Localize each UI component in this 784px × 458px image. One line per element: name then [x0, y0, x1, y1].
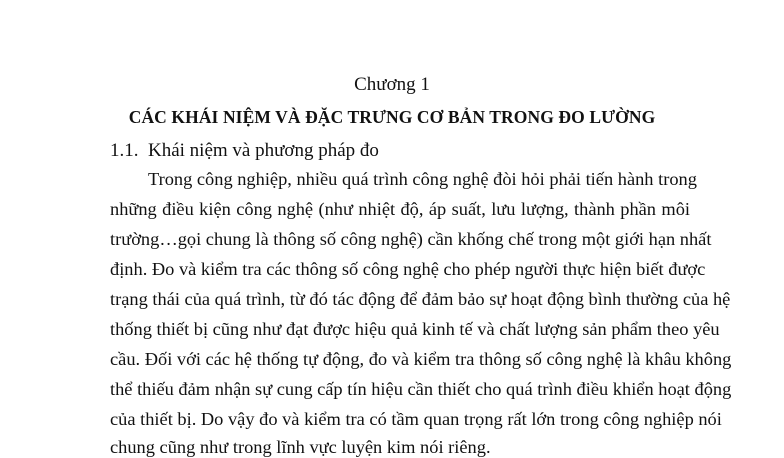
paragraph-line: chung cũng như trong lĩnh vực luyện kim nói riêng.	[110, 437, 491, 457]
paragraph-line: trạng thái của quá trình, từ đó tác động để đảm bảo sự hoạt động bình thường của hệ	[110, 289, 731, 309]
paragraph-line: trường…gọi chung là thông số công nghệ) cần khống chế trong một giới hạn nhất	[110, 229, 712, 249]
section-title: Khái niệm và phương pháp đo	[148, 140, 379, 161]
paragraph-line: Trong công nghiệp, nhiều quá trình công nghệ đòi hỏi phải tiến hành trong	[148, 169, 697, 189]
paragraph-line: của thiết bị. Do vậy đo và kiểm tra có tầm quan trọng rất lớn trong công nghiệp nói	[110, 409, 722, 429]
paragraph-line: định. Đo và kiểm tra các thông số công nghệ cho phép người thực hiện biết được	[110, 259, 706, 279]
section-heading	[110, 140, 379, 162]
paragraph-line: những điều kiện công nghệ (như nhiệt độ, áp suất, lưu lượng, thành phần môi	[110, 199, 690, 219]
chapter-title: CÁC KHÁI NIỆM VÀ ĐẶC TRƯNG CƠ BẢN TRONG ĐO LƯỜNG	[128, 107, 656, 127]
chapter-label: Chương 1	[354, 74, 430, 95]
paragraph-line: thể thiếu đảm nhận sự cung cấp tín hiệu cần thiết cho quá trình điều khiển hoạt động	[110, 379, 732, 399]
section-number: 1.1.	[110, 140, 139, 161]
paragraph-line: thống thiết bị cũng như đạt được hiệu quả kinh tế và chất lượng sản phẩm theo yêu	[110, 319, 720, 339]
paragraph-line: cầu. Đối với các hệ thống tự động, đo và kiểm tra thông số công nghệ là khâu không	[110, 349, 732, 369]
